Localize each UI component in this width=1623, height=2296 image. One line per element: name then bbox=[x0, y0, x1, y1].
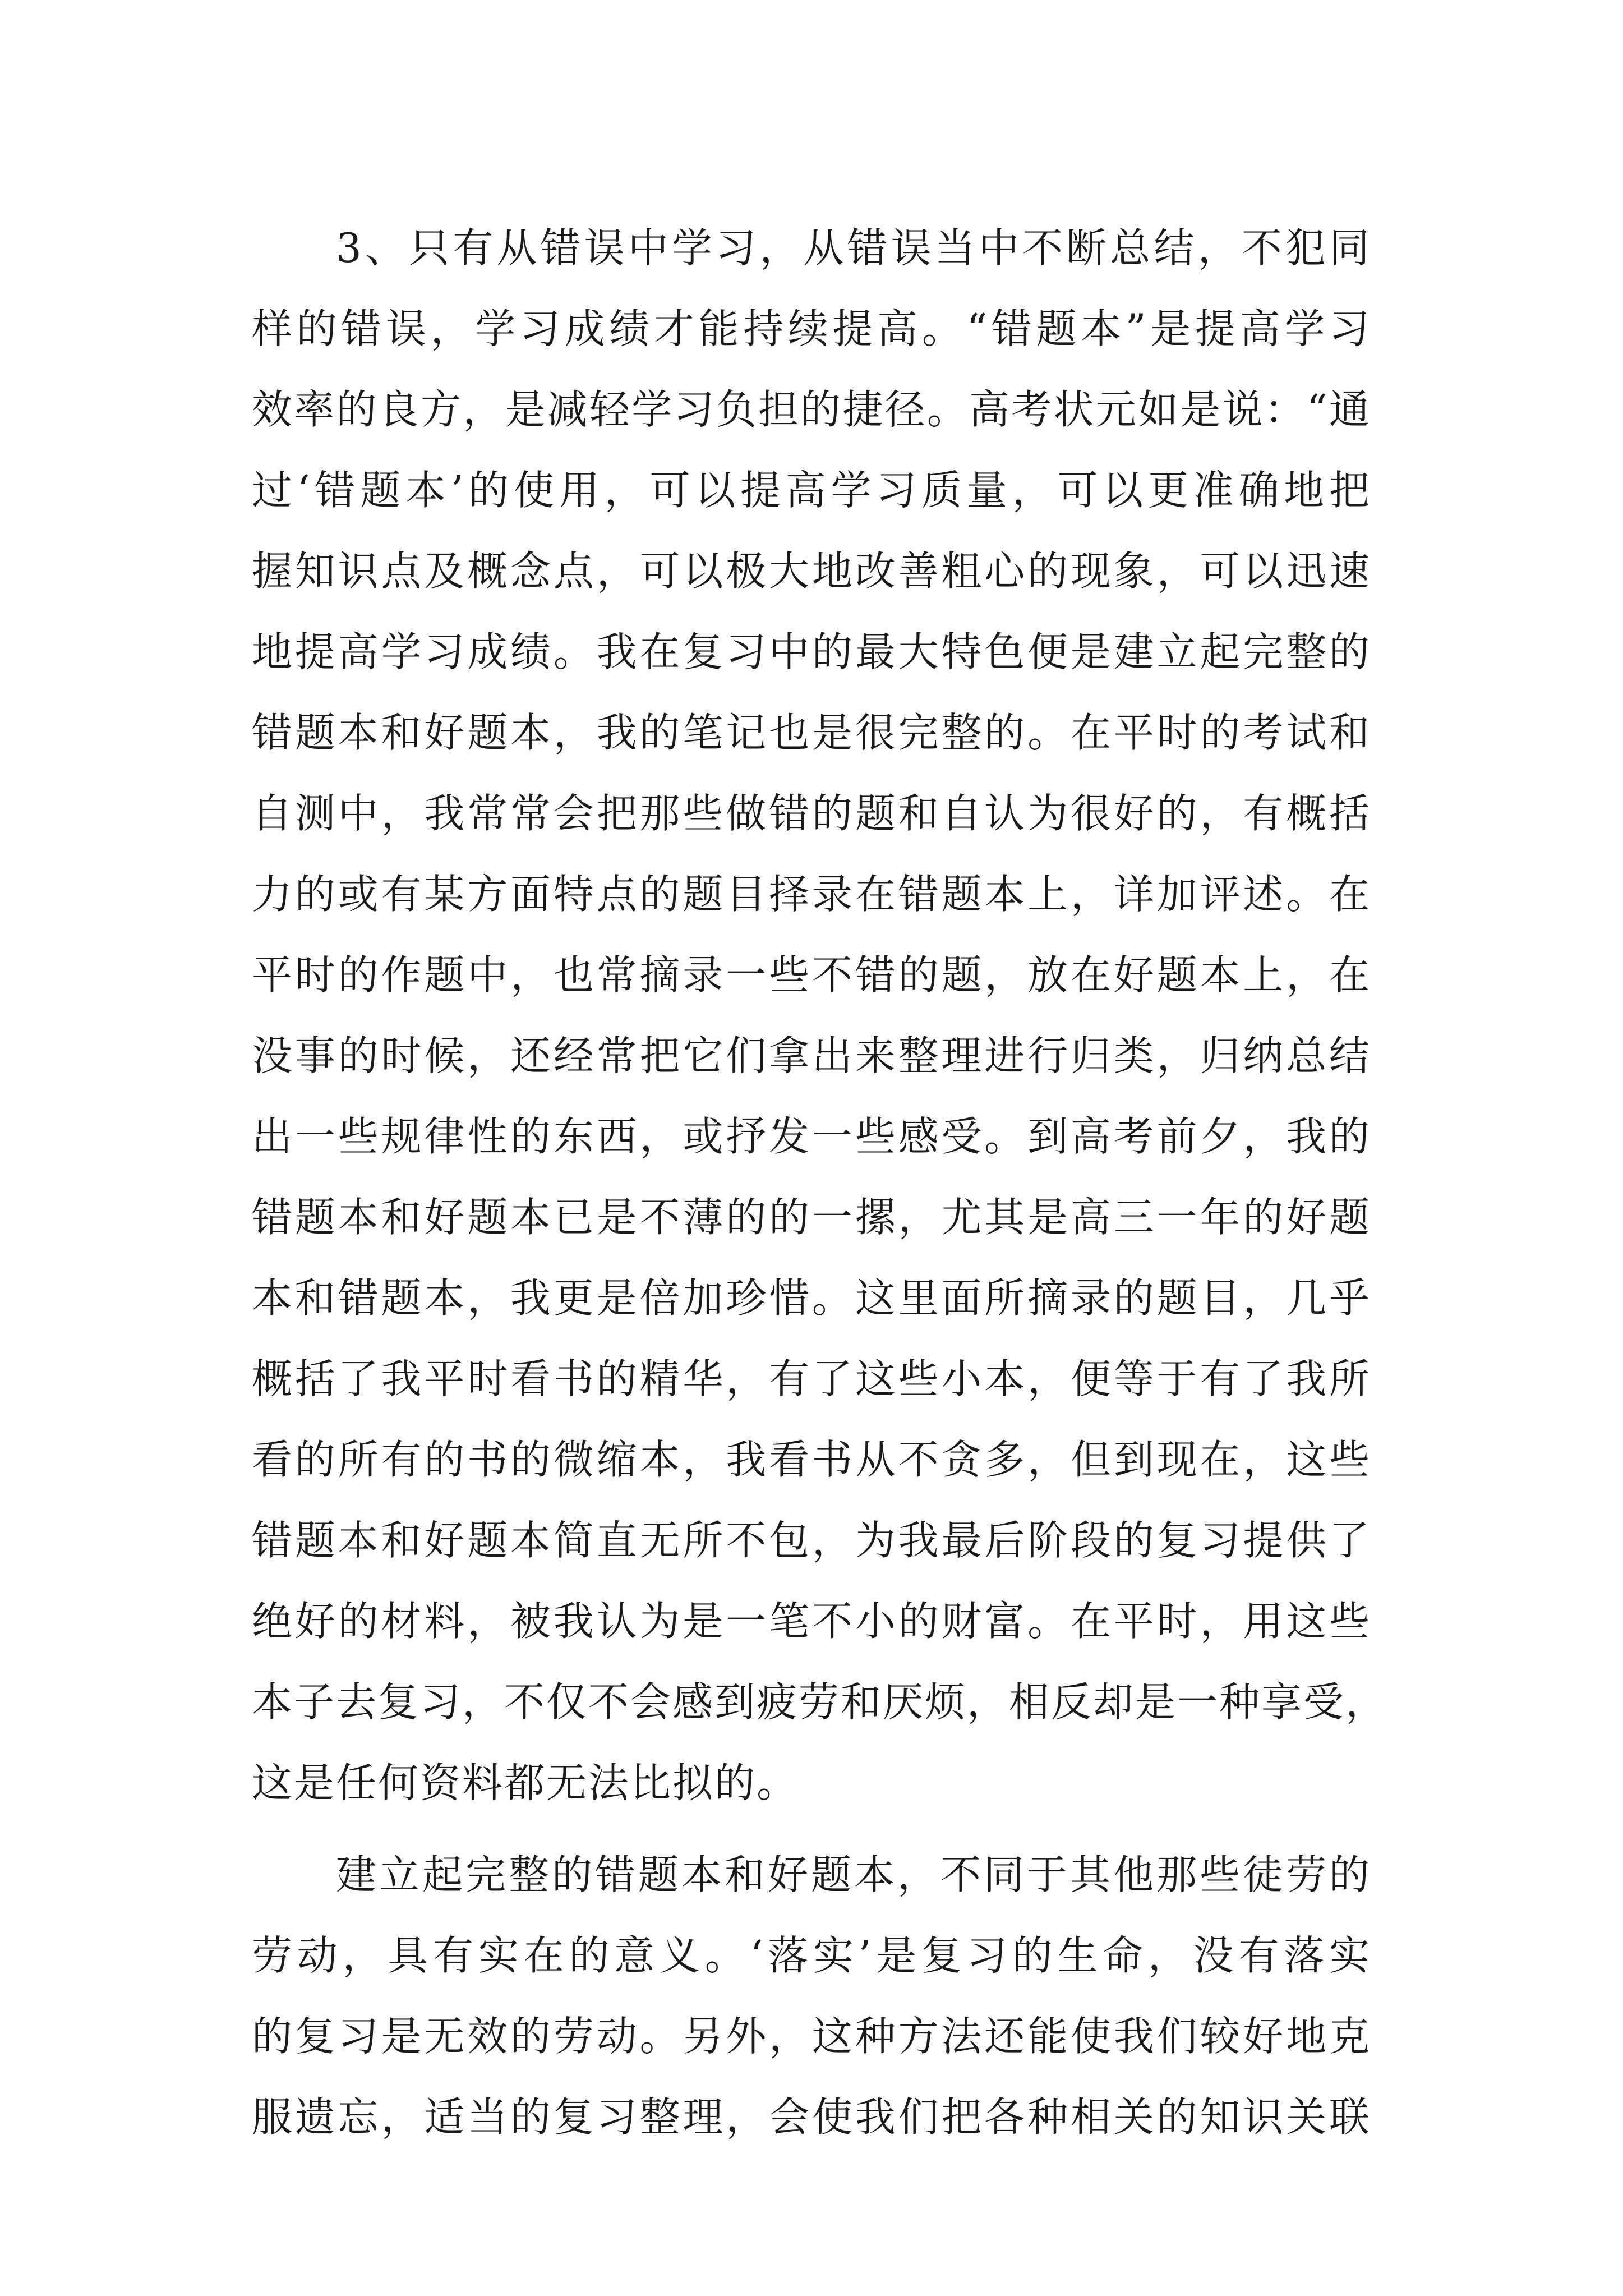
paragraph-2-line-3: 的复习是无效的劳动。另外，这种方法还能使我们较好地克 bbox=[252, 2013, 1371, 2060]
paragraph-1-line-3: 效率的良方，是减轻学习负担的捷径。高考状元如是说：“通 bbox=[252, 386, 1371, 433]
paragraph-1-line-13: 错题本和好题本已是不薄的的一摞，尤其是高三一年的好题 bbox=[252, 1194, 1371, 1241]
paragraph-1-line-11: 没事的时候，还经常把它们拿出来整理进行归类，归纳总结 bbox=[252, 1032, 1371, 1079]
paragraph-1-line-2: 样的错误，学习成绩才能持续提高。“错题本”是提高学习 bbox=[252, 305, 1371, 352]
document-body bbox=[252, 208, 1388, 2157]
paragraph-1-line-4: 过‘错题本’的使用，可以提高学习质量，可以更准确地把 bbox=[252, 467, 1371, 514]
paragraph-1-line-17: 错题本和好题本简直无所不包，为我最后阶段的复习提供了 bbox=[252, 1517, 1371, 1564]
paragraph-1-line-6: 地提高学习成绩。我在复习中的最大特色便是建立起完整的 bbox=[252, 628, 1371, 675]
paragraph-1-line-9: 力的或有某方面特点的题目择录在错题本上，详加评述。在 bbox=[252, 871, 1371, 918]
paragraph-1-line-12: 出一些规律性的东西，或抒发一些感受。到高考前夕，我的 bbox=[252, 1113, 1371, 1160]
paragraph-1-line-15: 概括了我平时看书的精华，有了这些小本，便等于有了我所 bbox=[252, 1355, 1371, 1402]
paragraph-spacer bbox=[252, 1823, 1371, 1834]
paragraph-2-line-4: 服遗忘，适当的复习整理，会使我们把各种相关的知识关联 bbox=[252, 2093, 1371, 2141]
paragraph-1-line-19: 本子去复习，不仅不会感到疲劳和厌烦，相反却是一种享受， bbox=[252, 1678, 1388, 1726]
paragraph-1-line-5: 握知识点及概念点，可以极大地改善粗心的现象，可以迅速 bbox=[252, 547, 1371, 595]
paragraph-1-line-10: 平时的作题中，也常摘录一些不错的题，放在好题本上，在 bbox=[252, 951, 1371, 999]
paragraph-2-line-1: 建立起完整的错题本和好题本，不同于其他那些徒劳的 bbox=[336, 1851, 1371, 1898]
paragraph-1-line-1: 3、只有从错误中学习，从错误当中不断总结，不犯同 bbox=[336, 224, 1371, 272]
paragraph-1-line-8: 自测中，我常常会把那些做错的题和自认为很好的，有概括 bbox=[252, 790, 1371, 837]
paragraph-1-line-16: 看的所有的书的微缩本，我看书从不贪多，但到现在，这些 bbox=[252, 1436, 1371, 1483]
paragraph-1-line-20: 这是任何资料都无法比拟的。 bbox=[252, 1759, 799, 1806]
paragraph-1-line-7: 错题本和好题本，我的笔记也是很完整的。在平时的考试和 bbox=[252, 709, 1371, 756]
paragraph-1-line-14: 本和错题本，我更是倍加珍惜。这里面所摘录的题目，几乎 bbox=[252, 1274, 1371, 1322]
paragraph-2-line-2: 劳动，具有实在的意义。‘落实’是复习的生命，没有落实 bbox=[252, 1932, 1371, 1979]
paragraph-1-line-18: 绝好的材料，被我认为是一笔不小的财富。在平时，用这些 bbox=[252, 1598, 1371, 1645]
